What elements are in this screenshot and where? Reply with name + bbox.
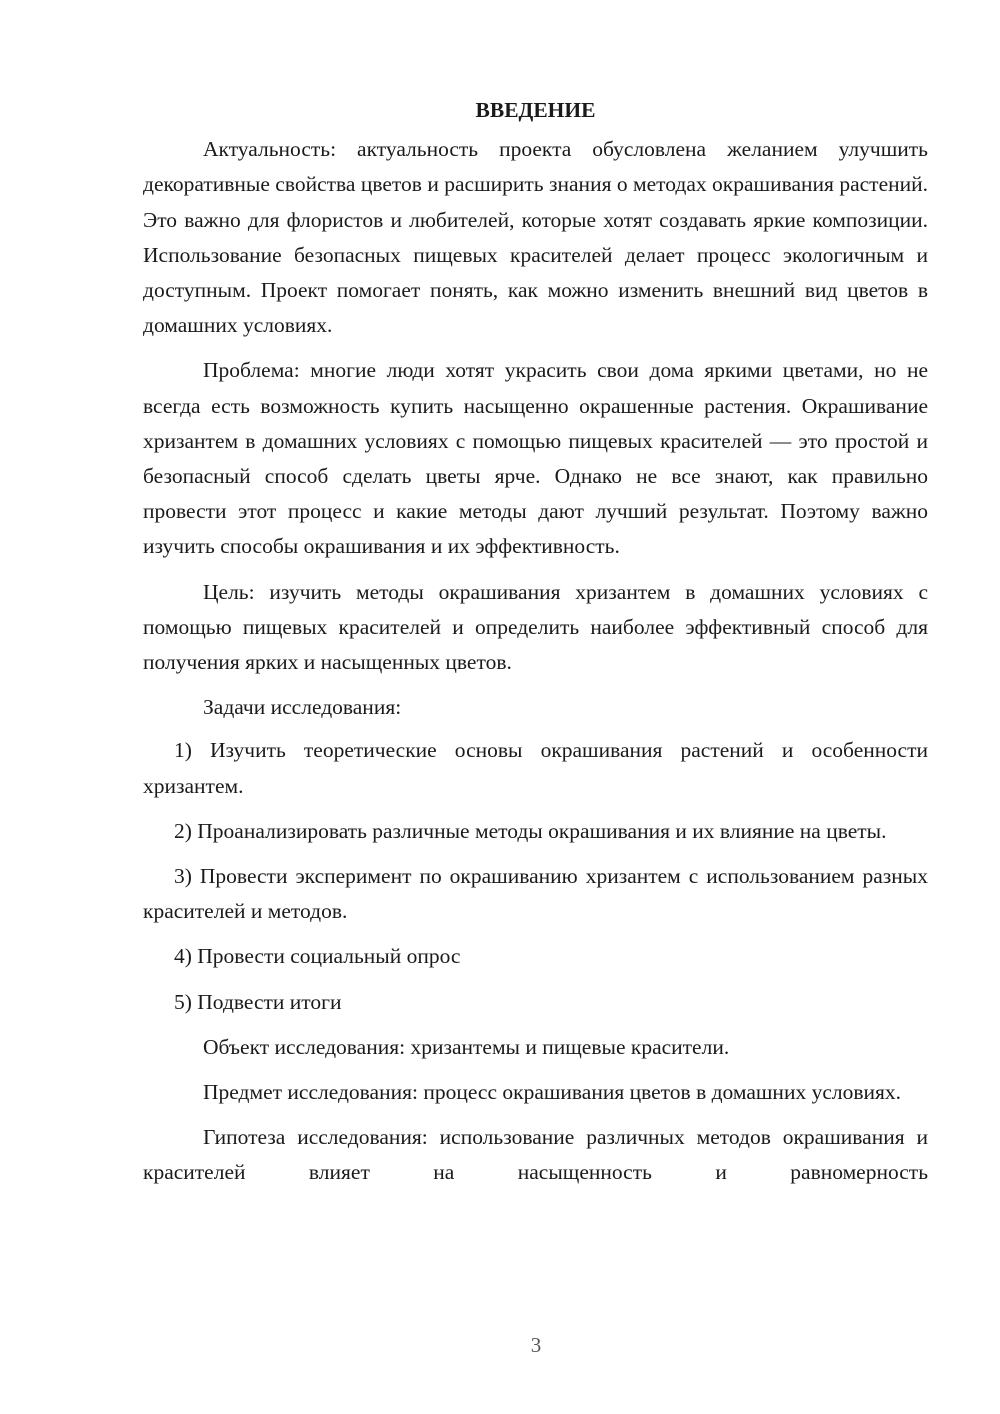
paragraph-problem: Проблема: многие люди хотят украсить свои дома яркими цветами, но не всегда есть возможность купить насыщенно окрашенные растения. Окрашивание хризантем в домашних условиях с помощью пищевых красителей — это простой и безопасный способ сделать цветы ярче. Однако не все знают, как правильно провести этот процесс и какие методы дают лучший результат. Поэтому важно изучить способы окрашивания и их эффективность. bbox=[143, 358, 928, 559]
section-title: ВВЕДЕНИЕ bbox=[475, 98, 596, 122]
task-item-3: 3) Провести эксперимент по окрашиванию хризантем с использованием разных красителей и методов. bbox=[143, 864, 928, 924]
paragraph-goal: Цель: изучить методы окрашивания хризантем в домашних условиях с помощью пищевых красителей и определить наиболее эффективный способ для получения ярких и насыщенных цветов. bbox=[143, 579, 928, 675]
paragraph-subject: Предмет исследования: процесс окрашивания цветов в домашних условиях. bbox=[203, 1080, 902, 1105]
task-item-2: 2) Проанализировать различные методы окрашивания и их влияние на цветы. bbox=[174, 818, 887, 843]
paragraph-object: Объект исследования: хризантемы и пищевые красители. bbox=[203, 1034, 730, 1059]
paragraph-relevance: Актуальность: актуальность проекта обусловлена желанием улучшить декоративные свойства цветов и расширить знания о методах окрашивания растений. Это важно для флористов и любителей, которые хотят создавать яркие композиции. Использование безопасных пищевых красителей делает процесс экологичным и доступным. Проект помогает понять, как можно изменить внешний вид цветов в домашних условиях. bbox=[143, 137, 928, 338]
task-item-5: 5) Подвести итоги bbox=[174, 989, 342, 1014]
paragraph-hypothesis: Гипотеза исследования: использование различных методов окрашивания и красителей влияет на насыщенность и равномерность bbox=[143, 1125, 928, 1185]
task-item-4: 4) Провести социальный опрос bbox=[174, 944, 461, 969]
task-item-1: 1) Изучить теоретические основы окрашивания растений и особенности хризантем. bbox=[143, 738, 928, 798]
paragraph-tasks-heading: Задачи исследования: bbox=[203, 695, 402, 720]
page-content bbox=[143, 93, 928, 1201]
page-number: 3 bbox=[530, 1333, 542, 1357]
